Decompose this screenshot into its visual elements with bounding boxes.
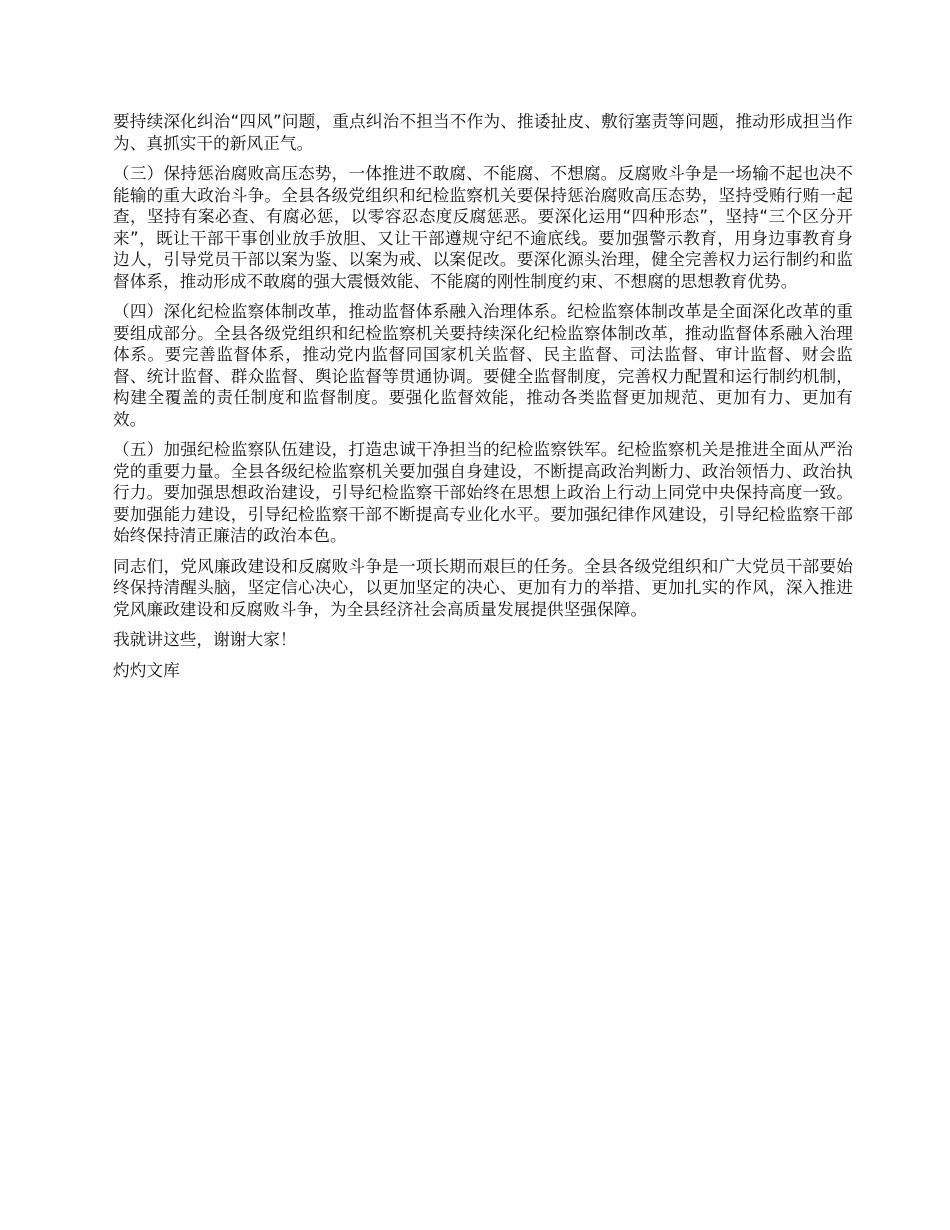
paragraph-sifeng: 要持续深化纠治“四风”问题，重点纠治不担当不作为、推诿扯皮、敷衍塞责等问题，推动形成担当作为、真抓实干的新风正气。 (113, 112, 853, 153)
paragraph-closing: 同志们，党风廉政建设和反腐败斗争是一项长期而艰巨的任务。全县各级党组织和广大党员干部要始终保持清醒头脑，坚定信心决心，以更加坚定的决心、更加有力的举措、更加扎实的作风，深入推进党风廉政建设和反腐败斗争，为全县经济社会高质量发展提供坚强保障。 (113, 556, 853, 619)
paragraph-section-four: （四）深化纪检监察体制改革，推动监督体系融入治理体系。纪检监察体制改革是全面深化改革的重要组成部分。全县各级党组织和纪检监察机关要持续深化纪检监察体制改革，推动监督体系融入治理体系。要完善监督体系，推动党内监督同国家机关监督、民主监督、司法监督、审计监督、财会监督、统计监督、群众监督、舆论监督等贯通协调。要健全监督制度，完善权力配置和运行制约机制，构建全覆盖的责任制度和监督制度。要强化监督效能，推动各类监督更加规范、更加有力、更加有效。 (113, 302, 853, 429)
paragraph-section-five: （五）加强纪检监察队伍建设，打造忠诚干净担当的纪检监察铁军。纪检监察机关是推进全面从严治党的重要力量。全县各级纪检监察机关要加强自身建设，不断提高政治判断力、政治领悟力、政治执行力。要加强思想政治建设，引导纪检监察干部始终在思想上政治上行动上同党中央保持高度一致。要加强能力建设，引导纪检监察干部不断提高专业化水平。要加强纪律作风建设，引导纪检监察干部始终保持清正廉洁的政治本色。 (113, 440, 853, 545)
paragraph-section-three: （三）保持惩治腐败高压态势，一体推进不敢腐、不能腐、不想腐。反腐败斗争是一场输不起也决不能输的重大政治斗争。全县各级党组织和纪检监察机关要保持惩治腐败高压态势，坚持受贿行贿一起查，坚持有案必查、有腐必惩，以零容忍态度反腐惩恶。要深化运用“四种形态”，坚持“三个区分开来”，既让干部干事创业放手放胆、又让干部遵规守纪不逾底线。要加强警示教育，用身边事教育身边人，引导党员干部以案为鉴、以案为戒、以案促改。要深化源头治理，健全完善权力运行制约和监督体系，推动形成不敢腐的强大震慑效能、不能腐的刚性制度约束、不想腐的思想教育优势。 (113, 164, 853, 291)
document-source-footer: 灼灼文库 (113, 660, 180, 680)
paragraph-thanks: 我就讲这些，谢谢大家！ (113, 630, 297, 649)
document-body (113, 111, 853, 690)
